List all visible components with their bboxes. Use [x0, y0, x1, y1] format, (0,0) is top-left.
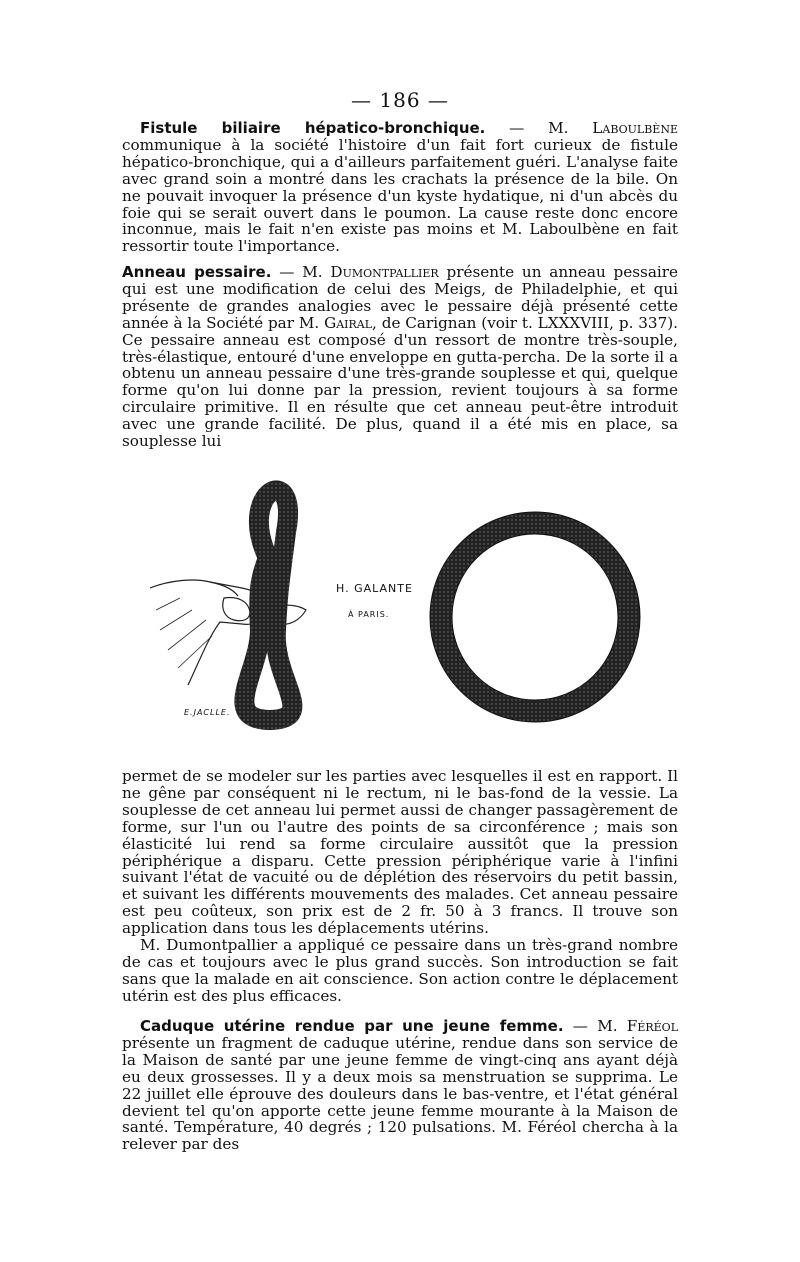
city-label: À PARIS.	[348, 610, 390, 619]
section-body: permet de se modeler sur les parties avec lesquelles il est en rapport. Il ne gêne par conséquent ni le rectum, ni le bas-fond de la vessie. La souplesse de cet anneau lui permet aussi de changer passagèrement de forme, sur l'un ou l'autre des points de sa circonférence ; mais son élasticité lui rend sa forme circulaire aussitôt que la pression périphérique a disparu. Cette pression périphérique varie à l'infini suivant l'état de vacuité ou de déplétion des réservoirs du petit bassin, et suivant les différents mouvements des malades. Cet anneau pessaire est peu coûteux, son prix est de 2 fr. 50 à 3 francs. Il trouve son application dans tous les déplacements utérins.	[122, 767, 678, 938]
section-title: Anneau pessaire.	[122, 263, 272, 281]
open-ring	[430, 512, 640, 722]
section-anneau	[122, 264, 678, 450]
section-author: Féréol	[626, 1017, 678, 1035]
section-caduque	[122, 1018, 678, 1153]
section-author: Dumontpallier	[330, 263, 439, 281]
maker-label: H. GALANTE	[336, 582, 413, 595]
page-number: — 186 —	[351, 88, 449, 112]
section-body-b: , de Carignan (voir t. LXXXVIII, p. 337). Ce pessaire anneau est composé d'un ressort de montre très-souple, très-élastique, entouré d'une enveloppe en gutta-percha. De la sorte il a obtenu un anneau pessaire d'une très-grande souplesse et qui, quelque forme qu'on lui donne par la pression, revient toujours à sa forme circulaire primitive. Il en résulte que cet anneau peut-être introduit avec une grande facilité. De plus, quand il a été mis en place, sa souplesse lui	[122, 313, 678, 451]
section-body: présente un fragment de caduque utérine, rendue dans son service de la Maison de santé par une jeune femme de vingt-cinq ans ayant déjà eu deux grossesses. Il y a deux mois sa menstruation se supprima. Le 22 juillet elle éprouve des douleurs dans le bas-ventre, et l'état général devient tel qu'on apporte cette jeune femme mourante à la Maison de santé. Température, 40 degrés ; 120 pulsations. M. Féréol chercha à la relever par des	[122, 1033, 678, 1154]
section-title: Caduque utérine rendue par une jeune femme.	[140, 1017, 564, 1035]
engraver-signature: E.JACLLE.	[184, 708, 231, 717]
section-dash: — M.	[271, 263, 331, 281]
section-anneau-continued	[122, 768, 678, 1005]
section-body-2: M. Dumontpallier a appliqué ce pessaire dans un très-grand nombre de cas et toujours avec le plus grand succès. Son introduction se fait sans que la malade en ait conscience. Son action contre le déplacement utérin est des plus efficaces.	[122, 936, 678, 1005]
folded-ring	[244, 490, 292, 720]
section-fistule	[122, 120, 678, 255]
pessary-figure	[150, 470, 670, 740]
section-author: Laboulbène	[592, 119, 678, 137]
section-body-a: présente un anneau pessaire qui est une modification de celui des Meigs, de Philadelphie, et qui présente de grandes analogies avec le pessaire déjà présenté cette année à la Société par M.	[122, 263, 678, 332]
section-dash: — M.	[485, 119, 593, 137]
section-dash: — M.	[563, 1017, 627, 1035]
section-title: Fistule biliaire hépatico-bronchique.	[140, 119, 486, 137]
pessary-illustration	[150, 470, 670, 740]
section-author-2: Gairal	[324, 313, 373, 332]
section-body: communique à la société l'histoire d'un fait fort curieux de fistule hépatico-bronchique, qui a d'ailleurs parfaitement guéri. L'analyse faite avec grand soin a montré dans les crachats la présence de la bile. On ne pouvait invoquer la présence d'un kyste hydatique, ni d'un abcès du foie qui se serait ouvert dans le poumon. La cause reste donc encore inconnue, mais le fait n'en existe pas moins et M. Laboulbène en fait ressortir toute l'importance.	[122, 135, 678, 256]
